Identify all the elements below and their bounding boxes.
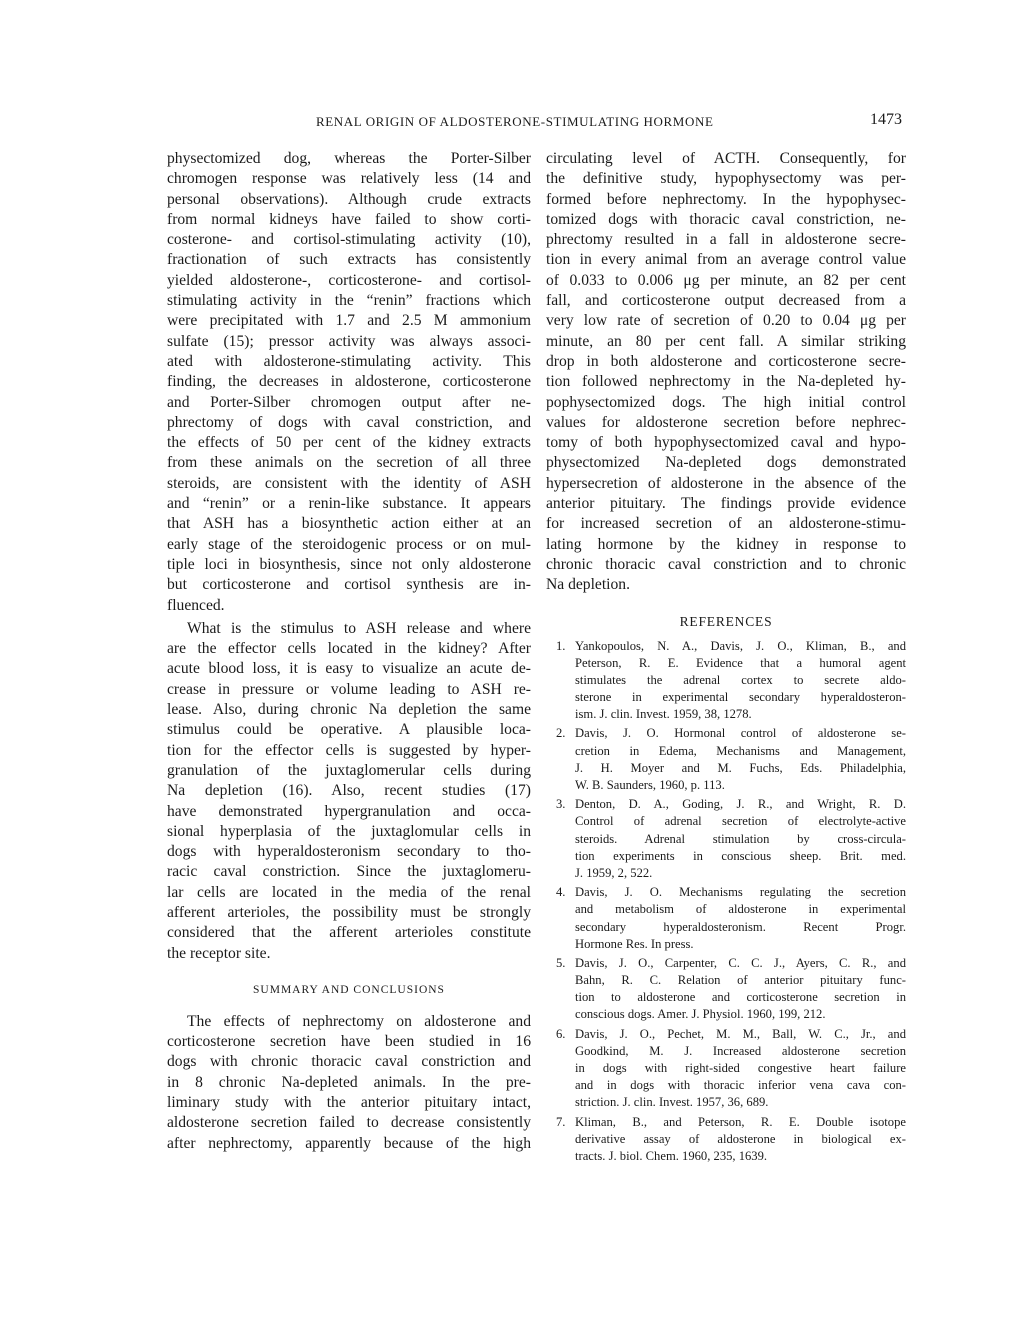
- text-line: The effects of nephrectomy on aldosterone and: [187, 1012, 531, 1030]
- paragraph: [546, 149, 906, 596]
- text-line: were precipitated with 1.7 and 2.5 M ammonium: [167, 312, 531, 330]
- reference-line: in dogs with right-sided congestive heart failure: [575, 1061, 906, 1076]
- reference-item: [546, 884, 906, 953]
- paragraph: [167, 149, 531, 616]
- text-line: sulfate (15); pressor activity was always associ-: [167, 332, 531, 350]
- reference-line: Kliman, B., and Peterson, R. E. Double isotope: [575, 1114, 906, 1129]
- reference-item: [546, 1026, 906, 1112]
- reference-number: 6.: [556, 1026, 566, 1041]
- reference-line: tion to aldosterone and corticosterone secretion in: [575, 990, 906, 1005]
- text-line: afferent arterioles, the possibility must be strongly: [167, 903, 531, 921]
- text-line: tion in every animal from an average control value: [546, 251, 906, 269]
- text-line: dogs with chronic thoracic caval constriction and: [167, 1053, 531, 1071]
- text-line: and “renin” or a renin-like substance. It appears: [167, 495, 531, 513]
- text-line: costerone- and cortisol-stimulating activity (10),: [167, 231, 531, 249]
- reference-item: [546, 796, 906, 882]
- reference-line: tion experiments in conscious sheep. Brit. med.: [575, 848, 906, 863]
- text-line: personal observations). Although crude extracts: [167, 190, 531, 208]
- reference-number: 3.: [556, 797, 566, 812]
- text-line: fractionation of such extracts has consistently: [167, 251, 531, 269]
- text-line: finding, the decreases in aldosterone, corticosterone: [167, 373, 531, 391]
- reference-line: and metabolism of aldosterone in experimental: [575, 902, 906, 917]
- text-line: physectomized dog, whereas the Porter-Silber: [167, 150, 531, 167]
- text-line: tomy of both hypophysectomized caval and hypo-: [546, 434, 906, 452]
- text-line: values for aldosterone secretion before nephrec-: [546, 413, 906, 431]
- text-line: racic caval constriction. Since the juxtaglomeru-: [167, 863, 531, 881]
- reference-line: Davis, J. O. Mechanisms regulating the secretion: [575, 885, 906, 900]
- text-line: that ASH has a biosynthetic action either at an: [167, 515, 531, 533]
- text-line: tiple loci in biosynthesis, since not only aldosterone: [167, 555, 531, 573]
- text-line: crease in pressure or volume leading to ASH re-: [167, 680, 531, 698]
- paragraph: [167, 1012, 531, 1154]
- paragraph: [167, 619, 531, 964]
- reference-line: Hormone Res. In press.: [575, 936, 694, 951]
- text-line: and Porter-Silber chromogen output after ne-: [167, 393, 531, 411]
- reference-number: 5.: [556, 955, 566, 970]
- text-line: the effects of 50 per cent of the kidney extracts: [167, 434, 531, 452]
- reference-item: [546, 1114, 906, 1166]
- text-line: acute blood loss, it is easy to visualize an acute de-: [167, 660, 531, 678]
- text-line: physectomized Na-depleted dogs demonstrated: [546, 454, 906, 472]
- reference-line: Denton, D. A., Goding, J. R., and Wright, R. D.: [575, 797, 906, 812]
- text-line: fluenced.: [167, 596, 225, 614]
- reference-line: Control of adrenal secretion of electrolyte-active: [575, 814, 906, 829]
- reference-line: Davis, J. O. Hormonal control of aldosterone se-: [575, 726, 906, 741]
- text-line: early stage of the steroidogenic process or on mul-: [167, 535, 531, 553]
- section-heading: SUMMARY AND CONCLUSIONS: [253, 983, 445, 996]
- text-line: liminary study with the anterior pituitary intact,: [167, 1094, 531, 1112]
- reference-number: 7.: [556, 1114, 566, 1129]
- text-line: lease. Also, during chronic Na depletion the same: [167, 701, 531, 719]
- text-line: circulating level of ACTH. Consequently, for: [546, 150, 906, 167]
- text-line: considered that the afferent arterioles constitute: [167, 924, 531, 942]
- text-line: Na depletion (16). Also, recent studies (17): [167, 782, 531, 800]
- text-line: aldosterone secretion failed to decrease consistently: [167, 1114, 531, 1132]
- text-line: fall, and corticosterone output decreased from a: [546, 292, 906, 310]
- reference-line: J. H. Moyer and M. Fuchs, Eds. Philadelphia,: [575, 760, 906, 775]
- page-number: 1473: [870, 111, 902, 128]
- reference-line: and in dogs with thoracic inferior vena cava con-: [575, 1078, 906, 1093]
- reference-line: Davis, J. O., Pechet, M. M., Ball, W. C., Jr., and: [575, 1026, 906, 1041]
- text-line: granulation of the juxtaglomerular cells during: [167, 761, 531, 779]
- reference-item: [546, 638, 906, 724]
- text-line: lating hormone by the kidney in response to: [546, 535, 906, 553]
- running-title: RENAL ORIGIN OF ALDOSTERONE-STIMULATING HORMONE: [316, 114, 714, 129]
- reference-line: conscious dogs. Amer. J. Physiol. 1960, 199, 212.: [575, 1007, 826, 1022]
- text-line: sional hyperplasia of the juxtaglomular cells in: [167, 822, 531, 840]
- reference-line: W. B. Saunders, 1960, p. 113.: [575, 778, 725, 793]
- text-line: ated with aldosterone-stimulating activity. This: [167, 352, 531, 370]
- text-line: lar cells are located in the media of the renal: [167, 883, 531, 901]
- text-line: minute, an 80 per cent fall. A similar striking: [546, 332, 906, 350]
- text-line: anterior pituitary. The findings provide evidence: [546, 495, 906, 513]
- text-line: phrectomy of dogs with caval constriction, and: [167, 413, 531, 431]
- reference-line: stimulates the adrenal cortex to secrete aldo-: [575, 672, 906, 687]
- text-line: tion for the effector cells is suggested by hyper-: [167, 741, 531, 759]
- text-line: phrectomy resulted in a fall in aldosterone secre-: [546, 231, 906, 249]
- reference-line: sterone in experimental secondary hyperaldosteron-: [575, 690, 906, 705]
- text-line: tion followed nephrectomy in the Na-depleted hy-: [546, 373, 906, 391]
- text-line: of 0.033 to 0.006 μg per minute, an 82 per cent: [546, 271, 906, 289]
- reference-line: derivative assay of aldosterone in biological ex-: [575, 1131, 906, 1146]
- reference-line: Yankopoulos, N. A., Davis, J. O., Kliman, B., and: [575, 638, 906, 653]
- reference-line: cretion in Edema, Mechanisms and Management,: [575, 743, 906, 758]
- text-line: from these animals on the secretion of all three: [167, 454, 531, 472]
- text-line: are the effector cells located in the kidney? After: [167, 640, 531, 658]
- right-column: [546, 149, 906, 1167]
- reference-line: Bahn, R. C. Relation of anterior pituitary func-: [575, 973, 906, 988]
- reference-number: 2.: [556, 726, 566, 741]
- reference-line: secondary hyperaldosteronism. Recent Progr.: [575, 919, 906, 934]
- text-line: for increased secretion of an aldosterone-stimu-: [546, 515, 906, 533]
- text-line: after nephrectomy, apparently because of the high: [167, 1134, 531, 1152]
- text-line: Na depletion.: [546, 576, 631, 594]
- text-line: have demonstrated hypergranulation and occa-: [167, 802, 531, 820]
- text-line: from normal kidneys have failed to show corti-: [167, 210, 531, 228]
- text-line: dogs with hyperaldosteronism secondary to tho-: [167, 843, 531, 861]
- text-line: the definitive study, hypophysectomy was per-: [546, 170, 906, 188]
- text-line: yielded aldosterone-, corticosterone- and cortisol-: [167, 271, 531, 289]
- text-line: stimulus could be operative. A plausible loca-: [167, 721, 531, 739]
- reference-line: ism. J. clin. Invest. 1959, 38, 1278.: [575, 707, 752, 722]
- text-line: stimulating activity in the “renin” fractions which: [167, 292, 531, 310]
- reference-line: steroids. Adrenal stimulation by cross-circula-: [575, 831, 906, 846]
- reference-line: striction. J. clin. Invest. 1957, 36, 689.: [575, 1095, 769, 1110]
- text-line: pophysectomized dogs. The high initial control: [546, 393, 906, 411]
- reference-line: Goodkind, M. J. Increased aldosterone secretion: [575, 1043, 906, 1058]
- reference-line: Peterson, R. E. Evidence that a humoral agent: [575, 655, 906, 670]
- text-line: chromogen response was relatively less (14 and: [167, 170, 531, 188]
- text-line: chronic thoracic caval constriction and to chronic: [546, 555, 906, 573]
- text-line: formed before nephrectomy. In the hypophysec-: [546, 190, 906, 208]
- text-line: steroids, are consistent with the identity of ASH: [167, 474, 531, 492]
- text-line: What is the stimulus to ASH release and where: [187, 619, 531, 637]
- reference-line: Davis, J. O., Carpenter, C. C. J., Ayers, C. R., and: [575, 955, 906, 970]
- text-line: corticosterone secretion have been studied in 16: [167, 1033, 531, 1051]
- reference-number: 1.: [556, 638, 566, 653]
- reference-number: 4.: [556, 885, 566, 900]
- references-heading: REFERENCES: [679, 613, 773, 629]
- text-line: very low rate of secretion of 0.20 to 0.04 μg per: [546, 312, 906, 330]
- text-line: but corticosterone and cortisol synthesis are in-: [167, 576, 531, 594]
- text-line: hypersecretion of aldosterone in the absence of the: [546, 474, 906, 492]
- reference-item: [546, 955, 906, 1024]
- text-line: tomized dogs with thoracic caval constriction, ne-: [546, 210, 906, 228]
- left-column: [167, 149, 531, 1157]
- reference-item: [546, 725, 906, 794]
- text-line: drop in both aldosterone and corticosterone secre-: [546, 352, 906, 370]
- text-line: in 8 chronic Na-depleted animals. In the pre-: [167, 1073, 531, 1091]
- reference-line: tracts. J. biol. Chem. 1960, 235, 1639.: [575, 1148, 768, 1163]
- text-line: the receptor site.: [167, 944, 271, 962]
- reference-line: J. 1959, 2, 522.: [575, 865, 653, 880]
